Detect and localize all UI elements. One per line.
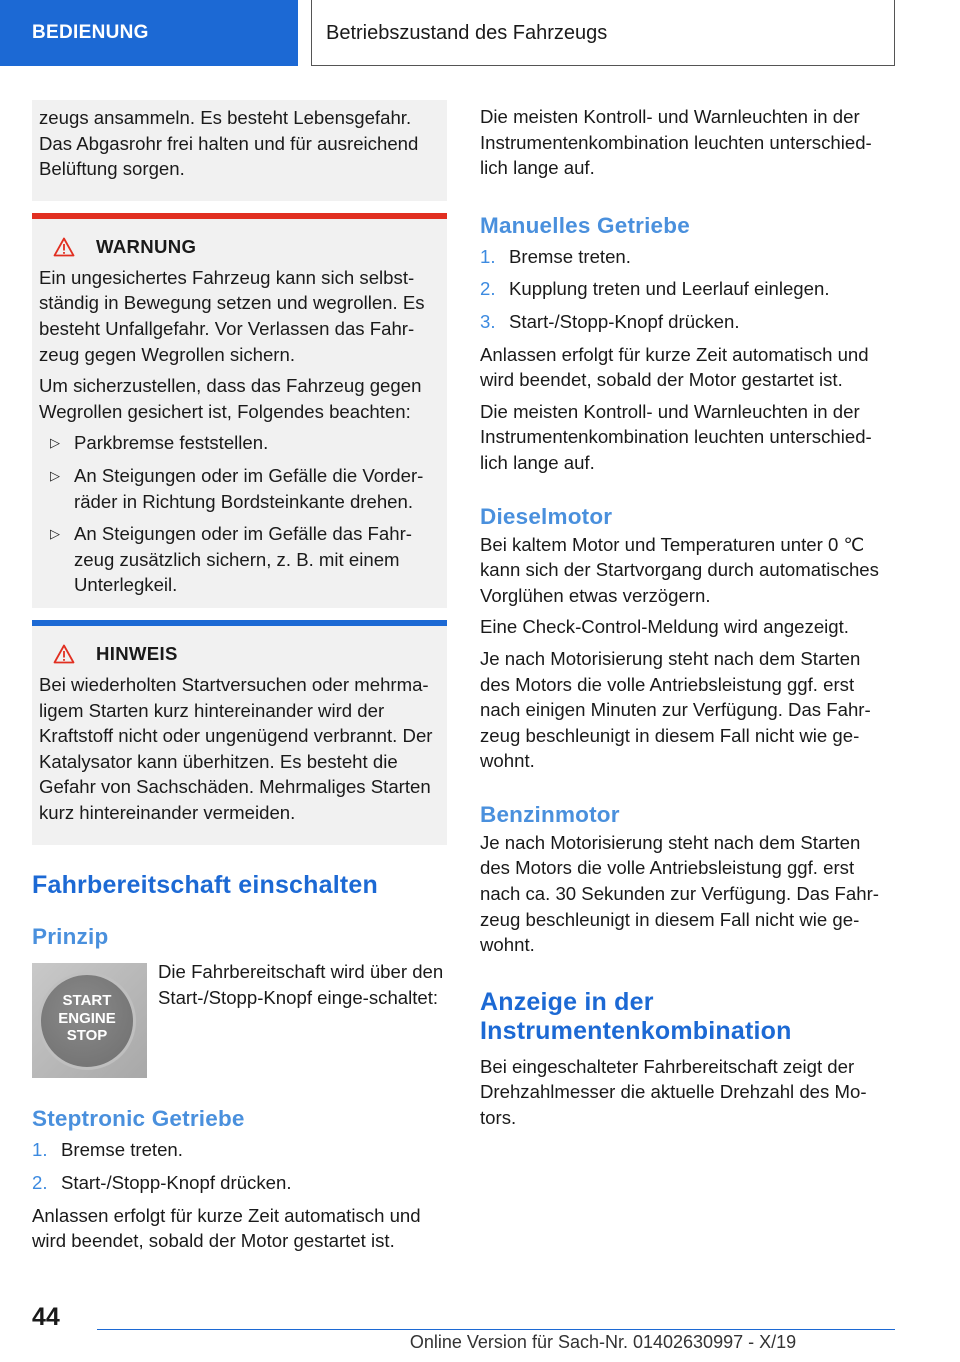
page-number: 44: [32, 1303, 60, 1331]
note-header: [39, 640, 440, 668]
warning-list: [39, 430, 440, 598]
footer-text: Online Version für Sach-Nr. 01402630997 - X/19: [409, 1332, 797, 1352]
left-column: [32, 100, 447, 1260]
diesel-text-2: Eine Check-Control-Meldung wird angezeigt.: [480, 616, 849, 638]
warning-triangle-icon: [53, 644, 75, 664]
warning-text-2: Um sicherzustellen, dass das Fahrzeug gegen Wegrollen gesichert ist, Folgendes beachten:: [39, 375, 422, 422]
manuell-title: Manuelles Getriebe: [480, 212, 690, 238]
warning-box: [32, 213, 447, 608]
list-item: ▷ An Steigungen oder im Gefälle die Vorder‐räder in Richtung Bordsteinkante drehen.: [50, 464, 424, 512]
warning-text-1: Ein ungesichertes Fahrzeug kann sich selbst‐ständig in Bewegung setzen und wegrollen. Es besteht Unfallgefahr. Vor Verlassen das Fahr‐zeug gegen Wegrollen sichern.: [39, 266, 425, 365]
note-title: HINWEIS: [96, 643, 178, 665]
footer-divider: [97, 1329, 895, 1330]
steptronic-after-text: Anlassen erfolgt für kurze Zeit automatisch und wird beendet, sobald der Motor gestartet ist.: [32, 1204, 421, 1252]
section-title: Fahrbereitschaft einschalten: [32, 871, 378, 900]
steptronic-title: Steptronic Getriebe: [32, 1106, 245, 1132]
list-item: 2. Kupplung treten und Leerlauf einlegen.: [480, 278, 830, 300]
triangle-bullet-icon: ▷: [50, 467, 60, 483]
list-item: 1. Bremse treten.: [480, 245, 631, 267]
header-section-tab: BEDIENUNG: [0, 0, 298, 66]
header-title: Betriebszustand des Fahrzeugs: [311, 0, 895, 66]
continued-warning-text: zeugs ansammeln. Es besteht Lebensgefahr. Das Abgasrohr frei halten und für ausreichend Belüftung sorgen.: [39, 107, 419, 180]
start-stop-button-label: START ENGINE STOP: [58, 992, 116, 1045]
list-item: 2. Start-/Stopp-Knopf drücken.: [32, 1172, 292, 1194]
manuell-steps: [480, 244, 895, 335]
list-item: 1. Bremse treten.: [32, 1139, 183, 1161]
steptronic-steps: [32, 1137, 447, 1195]
continued-warning-box: [32, 100, 447, 201]
warning-header: [39, 233, 440, 261]
intro-text: Die meisten Kontroll- und Warnleuchten in der Instrumentenkombination leuchten unterschied‐lich lange auf.: [480, 106, 872, 179]
benzin-title: Benzinmotor: [480, 801, 620, 827]
triangle-bullet-icon: ▷: [50, 526, 60, 542]
note-box: [32, 620, 447, 846]
prinzip-title: Prinzip: [32, 924, 109, 950]
right-column: [480, 100, 895, 1137]
diesel-title: Dieselmotor: [480, 503, 613, 529]
manuell-text-2: Die meisten Kontroll- und Warnleuchten in der Instrumentenkombination leuchten unterschied‐lich lange auf.: [480, 400, 872, 473]
triangle-bullet-icon: ▷: [50, 435, 60, 451]
prinzip-text: Die Fahrbereitschaft wird über den Start-/Stopp-Knopf einge‐schaltet:: [158, 961, 444, 1009]
anzeige-text: Bei eingeschalteter Fahrbereitschaft zeigt der Drehzahlmesser die aktuelle Drehzahl des Mo‐tors.: [480, 1055, 867, 1129]
start-stop-button-image: [32, 963, 147, 1078]
note-text: Bei wiederholten Startversuchen oder mehrma‐ligem Starten kurz hintereinander wird der Kraftstoff nicht oder ungenügend verbrannt. Der Katalysator kann überhitzen. Es besteht die Gefahr von Sachschäden. Mehrmaliges Starten kurz hintereinander vermeiden.: [39, 673, 433, 823]
list-item: ▷ Parkbremse feststellen.: [39, 430, 440, 456]
diesel-text-1: Bei kaltem Motor und Temperaturen unter 0 ℃ kann sich der Startvorgang durch automatisches Vorglühen etwas verzögern.: [480, 533, 879, 606]
warning-triangle-icon: [53, 237, 75, 257]
manuell-text-1: Anlassen erfolgt für kurze Zeit automatisch und wird beendet, sobald der Motor gestartet ist.: [480, 343, 869, 391]
warning-title: WARNUNG: [96, 235, 197, 257]
diesel-text-3: Je nach Motorisierung steht nach dem Starten des Motors die volle Antriebsleistung ggf. erst nach einigen Minuten zur Verfügung. Das Fahr‐zeug beschleunigt in diesem Fall nicht wie ge‐wohnt.: [480, 647, 871, 772]
anzeige-title: Anzeige in der Instrumentenkombination: [480, 987, 792, 1045]
list-item: ▷ An Steigungen oder im Gefälle das Fahr‐zeug zusätzlich sichern, z. B. mit einem Unterlegkeil.: [50, 523, 412, 596]
list-item: 3. Start-/Stopp-Knopf drücken.: [480, 310, 740, 332]
benzin-text: Je nach Motorisierung steht nach dem Starten des Motors die volle Antriebsleistung ggf. erst nach ca. 30 Sekunden zur Verfügung. Das Fahr‐zeug beschleunigt in diesem Fall nicht wie ge‐wohnt.: [480, 831, 879, 956]
prinzip-row: [32, 963, 447, 1078]
